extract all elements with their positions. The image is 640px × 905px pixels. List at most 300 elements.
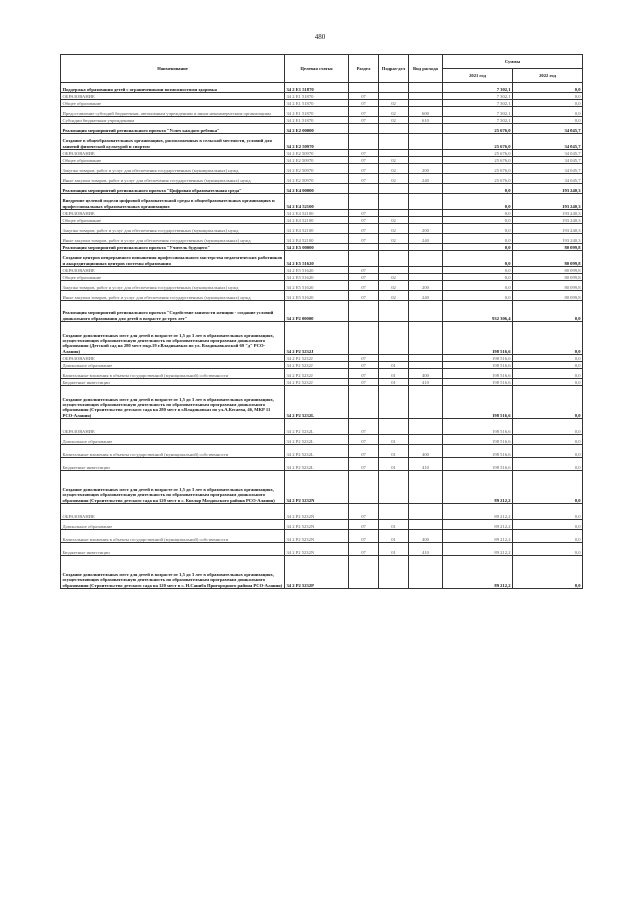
cell-expense-type: 410 <box>409 543 443 556</box>
cell-target: 34 2 E5 51620 <box>285 281 349 291</box>
cell-sum-2021: 7 302,1 <box>443 100 513 107</box>
cell-name: Капитальные вложения в объекты государственной (муниципальной) собственности <box>61 530 285 543</box>
cell-name: ОБРАЗОВАНИЕ <box>61 93 285 100</box>
table-row <box>61 301 583 322</box>
cell-name: Закупка товаров, работ и услуг для обеспечения государственных (муниципальных) нужд <box>61 281 285 291</box>
cell-section: 07 <box>349 369 379 379</box>
cell-sum-2021: 25 676,0 <box>443 157 513 164</box>
cell-section <box>349 322 379 355</box>
cell-name: Общее образование <box>61 274 285 281</box>
cell-subsection <box>379 124 409 134</box>
cell-section: 07 <box>349 458 379 471</box>
cell-expense-type: 200 <box>409 164 443 174</box>
table-row <box>61 362 583 369</box>
table-row <box>61 355 583 362</box>
cell-sum-2022: 0,0 <box>513 117 583 124</box>
cell-sum-2021: 89 212,2 <box>443 504 513 520</box>
cell-sum-2022: 0,0 <box>513 435 583 445</box>
cell-sum-2021: 0,0 <box>443 244 513 251</box>
cell-name: Реализация мероприятий регионального проекта "Содействие занятости женщин - создание условий дошкольного образования для детей в возрасте до трех лет" <box>61 301 285 322</box>
cell-name: Общее образование <box>61 157 285 164</box>
cell-subsection: 01 <box>379 520 409 530</box>
cell-sum-2021: 25 676,0 <box>443 164 513 174</box>
cell-target: 34 2 P2 5232N <box>285 543 349 556</box>
cell-expense-type: 400 <box>409 369 443 379</box>
table-row <box>61 93 583 100</box>
cell-name: ОБРАЗОВАНИЕ <box>61 267 285 274</box>
cell-subsection: 01 <box>379 362 409 369</box>
cell-subsection <box>379 355 409 362</box>
cell-sum-2021: 89 212,2 <box>443 520 513 530</box>
header-name: Наименование <box>61 55 285 83</box>
cell-target: 34 2 P2 5232J <box>285 379 349 386</box>
cell-sum-2022: 0,0 <box>513 100 583 107</box>
cell-expense-type: 600 <box>409 107 443 117</box>
cell-sum-2022: 0,0 <box>513 471 583 504</box>
cell-target: 34 2 E4 52100 <box>285 234 349 244</box>
cell-target: 34 2 E2 50970 <box>285 174 349 184</box>
cell-expense-type: 240 <box>409 291 443 301</box>
cell-section: 07 <box>349 210 379 217</box>
cell-sum-2022: 193 240,3 <box>513 224 583 234</box>
cell-name: Субсидии бюджетным учреждениям <box>61 117 285 124</box>
cell-sum-2022: 193 240,3 <box>513 210 583 217</box>
table-row <box>61 234 583 244</box>
cell-target: 34 2 E5 51620 <box>285 291 349 301</box>
cell-expense-type <box>409 419 443 435</box>
header-2022: 2022 год <box>513 69 583 83</box>
table-row <box>61 107 583 117</box>
cell-expense-type <box>409 210 443 217</box>
cell-sum-2021: 25 676,0 <box>443 134 513 150</box>
cell-sum-2021: 198 516,6 <box>443 419 513 435</box>
cell-name: Бюджетные инвестиции <box>61 379 285 386</box>
cell-sum-2021: 25 676,0 <box>443 124 513 134</box>
table-row <box>61 124 583 134</box>
table-row <box>61 174 583 184</box>
cell-section: 07 <box>349 234 379 244</box>
cell-subsection: 01 <box>379 530 409 543</box>
cell-sum-2021: 0,0 <box>443 210 513 217</box>
cell-sum-2021: 932 306,4 <box>443 301 513 322</box>
cell-section: 07 <box>349 224 379 234</box>
cell-name: ОБРАЗОВАНИЕ <box>61 355 285 362</box>
cell-subsection: 01 <box>379 435 409 445</box>
cell-section <box>349 194 379 210</box>
table-row <box>61 458 583 471</box>
cell-name: Создание центров непрерывного повышения профессионального мастерства педагогических работников и аккредитационных центров системы образования <box>61 251 285 267</box>
cell-name: ОБРАЗОВАНИЕ <box>61 210 285 217</box>
cell-target: 34 2 P2 5232L <box>285 445 349 458</box>
cell-sum-2021: 0,0 <box>443 224 513 234</box>
cell-sum-2022: 0,0 <box>513 543 583 556</box>
cell-subsection <box>379 93 409 100</box>
cell-sum-2021: 89 212,2 <box>443 543 513 556</box>
cell-expense-type <box>409 355 443 362</box>
cell-section: 07 <box>349 419 379 435</box>
cell-subsection: 02 <box>379 281 409 291</box>
table-row <box>61 543 583 556</box>
cell-sum-2021: 198 516,6 <box>443 386 513 419</box>
cell-section: 07 <box>349 93 379 100</box>
cell-section <box>349 386 379 419</box>
cell-subsection <box>379 267 409 274</box>
cell-name: ОБРАЗОВАНИЕ <box>61 150 285 157</box>
cell-section: 07 <box>349 100 379 107</box>
cell-subsection <box>379 251 409 267</box>
table-row <box>61 274 583 281</box>
cell-section: 07 <box>349 217 379 224</box>
cell-expense-type <box>409 251 443 267</box>
cell-expense-type <box>409 194 443 210</box>
cell-expense-type: 400 <box>409 445 443 458</box>
cell-sum-2021: 198 516,6 <box>443 322 513 355</box>
cell-section <box>349 244 379 251</box>
cell-target: 34 2 P2 00000 <box>285 301 349 322</box>
cell-subsection <box>379 386 409 419</box>
cell-sum-2022: 0,0 <box>513 445 583 458</box>
cell-expense-type: 240 <box>409 174 443 184</box>
cell-section: 07 <box>349 520 379 530</box>
cell-expense-type <box>409 100 443 107</box>
cell-expense-type: 610 <box>409 117 443 124</box>
cell-sum-2021: 89 212,2 <box>443 471 513 504</box>
cell-subsection: 02 <box>379 224 409 234</box>
cell-target: 34 2 E2 50970 <box>285 157 349 164</box>
cell-target: 34 2 P2 5232L <box>285 458 349 471</box>
cell-subsection: 01 <box>379 379 409 386</box>
cell-name: Закупка товаров, работ и услуг для обеспечения государственных (муниципальных) нужд <box>61 224 285 234</box>
cell-sum-2022: 193 240,3 <box>513 234 583 244</box>
cell-target: 34 2 E4 52100 <box>285 217 349 224</box>
cell-expense-type <box>409 134 443 150</box>
cell-name: Внедрение целевой модели цифровой образовательной среды в общеобразовательных организациях и профессиональных образовательных организациях <box>61 194 285 210</box>
cell-target: 34 2 P2 5232N <box>285 530 349 543</box>
cell-sum-2022: 0,0 <box>513 362 583 369</box>
cell-expense-type <box>409 93 443 100</box>
cell-expense-type <box>409 184 443 194</box>
header-2021: 2021 год <box>443 69 513 83</box>
cell-sum-2021: 7 302,1 <box>443 83 513 93</box>
cell-sum-2021: 198 516,6 <box>443 458 513 471</box>
cell-target: 34 2 E4 52100 <box>285 194 349 210</box>
cell-subsection: 02 <box>379 164 409 174</box>
table-row <box>61 224 583 234</box>
cell-expense-type: 200 <box>409 224 443 234</box>
cell-sum-2022: 0,0 <box>513 355 583 362</box>
cell-sum-2021: 7 302,1 <box>443 117 513 124</box>
cell-name: Предоставление субсидий бюджетным, автономным учреждениям и иным некоммерческим организациям <box>61 107 285 117</box>
cell-subsection: 02 <box>379 291 409 301</box>
table-row <box>61 210 583 217</box>
cell-target: 34 2 E5 51620 <box>285 251 349 267</box>
table-row <box>61 386 583 419</box>
cell-name: Дошкольное образование <box>61 520 285 530</box>
cell-section: 07 <box>349 267 379 274</box>
cell-name: ОБРАЗОВАНИЕ <box>61 504 285 520</box>
table-row <box>61 157 583 164</box>
cell-sum-2022: 193 240,3 <box>513 184 583 194</box>
table-row <box>61 267 583 274</box>
cell-sum-2021: 0,0 <box>443 184 513 194</box>
table-row <box>61 504 583 520</box>
cell-expense-type <box>409 362 443 369</box>
cell-target: 34 2 E1 51870 <box>285 117 349 124</box>
cell-subsection <box>379 134 409 150</box>
cell-section: 07 <box>349 117 379 124</box>
cell-name: Общее образование <box>61 217 285 224</box>
cell-name: Капитальные вложения в объекты государственной (муниципальной) собственности <box>61 445 285 458</box>
cell-sum-2022: 80 099,8 <box>513 281 583 291</box>
table-row <box>61 435 583 445</box>
cell-expense-type <box>409 150 443 157</box>
cell-target: 34 2 P2 5232L <box>285 435 349 445</box>
cell-target: 34 2 E1 51870 <box>285 107 349 117</box>
cell-subsection <box>379 504 409 520</box>
cell-expense-type <box>409 471 443 504</box>
cell-sum-2021: 0,0 <box>443 251 513 267</box>
table-row <box>61 164 583 174</box>
budget-table <box>60 54 583 589</box>
cell-subsection <box>379 83 409 93</box>
cell-subsection: 02 <box>379 274 409 281</box>
header-expense-type: Вид расхода <box>409 55 443 83</box>
cell-sum-2022: 0,0 <box>513 386 583 419</box>
table-row <box>61 281 583 291</box>
cell-name: Закупка товаров, работ и услуг для обеспечения государственных (муниципальных) нужд <box>61 164 285 174</box>
table-row <box>61 419 583 435</box>
cell-name: Капитальные вложения в объекты государственной (муниципальной) собственности <box>61 369 285 379</box>
cell-section: 07 <box>349 107 379 117</box>
cell-name: Общее образование <box>61 100 285 107</box>
table-row <box>61 291 583 301</box>
cell-section: 07 <box>349 543 379 556</box>
cell-target: 34 2 P2 5232J <box>285 322 349 355</box>
cell-subsection: 02 <box>379 234 409 244</box>
cell-expense-type <box>409 520 443 530</box>
cell-name: Реализация мероприятий регионального проекта "Успех каждого ребенка" <box>61 124 285 134</box>
cell-sum-2022: 0,0 <box>513 301 583 322</box>
cell-sum-2022: 34 045,7 <box>513 134 583 150</box>
cell-subsection: 02 <box>379 174 409 184</box>
cell-name: Создание дополнительных мест для детей в возрасте от 1,5 до 3 лет в образовательных организациях, осуществляющих образовательную деятельность по образовательным программам дошкольного образования (Детский сад на 280 мест мкр.19 г.Владикавказ по ул. Владикавказской 69 "д" РСО-Алания) <box>61 322 285 355</box>
cell-target: 34 2 E4 52100 <box>285 210 349 217</box>
cell-section: 07 <box>349 435 379 445</box>
cell-expense-type <box>409 124 443 134</box>
cell-sum-2022: 0,0 <box>513 322 583 355</box>
cell-subsection: 02 <box>379 117 409 124</box>
cell-sum-2021: 7 302,1 <box>443 107 513 117</box>
cell-subsection <box>379 556 409 589</box>
cell-sum-2021: 198 516,6 <box>443 435 513 445</box>
cell-expense-type <box>409 267 443 274</box>
cell-sum-2022: 0,0 <box>513 556 583 589</box>
cell-expense-type <box>409 244 443 251</box>
cell-subsection <box>379 471 409 504</box>
cell-expense-type <box>409 274 443 281</box>
table-row <box>61 244 583 251</box>
cell-section <box>349 301 379 322</box>
header-target: Целевая статья <box>285 55 349 83</box>
cell-sum-2021: 89 212,2 <box>443 530 513 543</box>
cell-sum-2022: 0,0 <box>513 520 583 530</box>
cell-subsection: 02 <box>379 107 409 117</box>
cell-section <box>349 251 379 267</box>
cell-target: 34 2 E4 52100 <box>285 224 349 234</box>
cell-expense-type: 410 <box>409 458 443 471</box>
table-row <box>61 530 583 543</box>
header-section: Раздел <box>349 55 379 83</box>
table-row <box>61 194 583 210</box>
cell-sum-2022: 34 045,7 <box>513 174 583 184</box>
cell-subsection <box>379 244 409 251</box>
cell-name: Создание дополнительных мест для детей в возрасте от 1,5 до 3 лет в образовательных организациях, осуществляющих образовательную деятельность по образовательным программам дошкольного образования (Строительство детского сада на 120 мест в с. Кизляр Моздокского района РСО-Алания) <box>61 471 285 504</box>
page-number: 480 <box>314 33 326 41</box>
cell-expense-type <box>409 386 443 419</box>
cell-section <box>349 471 379 504</box>
cell-sum-2021: 0,0 <box>443 281 513 291</box>
cell-sum-2022: 34 045,7 <box>513 157 583 164</box>
cell-section <box>349 184 379 194</box>
cell-expense-type <box>409 83 443 93</box>
cell-name: Создание дополнительных мест для детей в возрасте от 1,5 до 3 лет в образовательных организациях, осуществляющих образовательную деятельность по образовательным программам дошкольного образования (Строительство детского сада на 280 мест в г.Владикавказ по ул.А.Кесаева, 46, МКР 11 РСО-Алания) <box>61 386 285 419</box>
cell-sum-2021: 0,0 <box>443 194 513 210</box>
cell-sum-2022: 0,0 <box>513 369 583 379</box>
table-row <box>61 369 583 379</box>
cell-target: 34 2 P2 5232J <box>285 369 349 379</box>
cell-expense-type: 400 <box>409 530 443 543</box>
cell-expense-type <box>409 504 443 520</box>
cell-target: 34 2 P2 5232N <box>285 520 349 530</box>
table-row <box>61 184 583 194</box>
cell-subsection <box>379 301 409 322</box>
cell-subsection <box>379 184 409 194</box>
cell-target: 34 2 P2 5232J <box>285 362 349 369</box>
cell-subsection: 01 <box>379 445 409 458</box>
table-row <box>61 556 583 589</box>
table-row <box>61 134 583 150</box>
cell-sum-2022: 0,0 <box>513 83 583 93</box>
table-row <box>61 379 583 386</box>
cell-name: Создание в общеобразовательных организациях, расположенных в сельской местности, условий для занятий физической культурой и спортом <box>61 134 285 150</box>
table-row <box>61 520 583 530</box>
cell-sum-2021: 198 516,6 <box>443 362 513 369</box>
cell-sum-2021: 0,0 <box>443 274 513 281</box>
cell-sum-2021: 198 516,6 <box>443 355 513 362</box>
cell-section <box>349 556 379 589</box>
header-sums: Суммы <box>443 55 583 69</box>
cell-name: Дошкольное образование <box>61 362 285 369</box>
cell-section: 07 <box>349 445 379 458</box>
cell-section: 07 <box>349 174 379 184</box>
cell-section: 07 <box>349 355 379 362</box>
cell-target: 34 2 P2 5232N <box>285 471 349 504</box>
cell-section: 07 <box>349 281 379 291</box>
cell-sum-2021: 0,0 <box>443 234 513 244</box>
cell-name: Иные закупки товаров, работ и услуг для обеспечения государственных (муниципальных) нужд <box>61 291 285 301</box>
cell-subsection <box>379 419 409 435</box>
cell-target: 34 2 E4 00000 <box>285 184 349 194</box>
table-row <box>61 322 583 355</box>
cell-name: Бюджетные инвестиции <box>61 458 285 471</box>
cell-target: 34 2 E2 50970 <box>285 134 349 150</box>
cell-sum-2022: 0,0 <box>513 458 583 471</box>
cell-sum-2022: 80 099,8 <box>513 244 583 251</box>
cell-target: 34 2 P2 5232J <box>285 355 349 362</box>
cell-subsection <box>379 194 409 210</box>
cell-subsection <box>379 322 409 355</box>
table-row <box>61 150 583 157</box>
cell-sum-2022: 80 099,8 <box>513 274 583 281</box>
cell-name: ОБРАЗОВАНИЕ <box>61 419 285 435</box>
cell-sum-2022: 34 045,7 <box>513 150 583 157</box>
cell-subsection: 02 <box>379 217 409 224</box>
cell-section: 07 <box>349 291 379 301</box>
cell-expense-type: 410 <box>409 379 443 386</box>
cell-subsection: 01 <box>379 369 409 379</box>
cell-sum-2021: 89 212,2 <box>443 556 513 589</box>
cell-name: Иные закупки товаров, работ и услуг для обеспечения государственных (муниципальных) нужд <box>61 174 285 184</box>
cell-section: 07 <box>349 150 379 157</box>
cell-sum-2021: 0,0 <box>443 291 513 301</box>
cell-sum-2022: 193 240,3 <box>513 194 583 210</box>
cell-name: Бюджетные инвестиции <box>61 543 285 556</box>
cell-expense-type: 200 <box>409 281 443 291</box>
table-row <box>61 117 583 124</box>
cell-sum-2022: 0,0 <box>513 107 583 117</box>
cell-sum-2022: 80 099,8 <box>513 251 583 267</box>
cell-target: 34 2 E5 00000 <box>285 244 349 251</box>
cell-section <box>349 83 379 93</box>
cell-target: 34 2 E2 00000 <box>285 124 349 134</box>
header-subsection: Подраз-дел <box>379 55 409 83</box>
cell-section <box>349 124 379 134</box>
cell-sum-2021: 198 516,6 <box>443 369 513 379</box>
cell-expense-type <box>409 556 443 589</box>
cell-sum-2022: 80 099,8 <box>513 267 583 274</box>
cell-section: 07 <box>349 504 379 520</box>
cell-sum-2022: 193 240,3 <box>513 217 583 224</box>
cell-subsection: 02 <box>379 157 409 164</box>
cell-sum-2022: 0,0 <box>513 419 583 435</box>
cell-target: 34 2 E2 50970 <box>285 164 349 174</box>
cell-section: 07 <box>349 379 379 386</box>
cell-subsection: 01 <box>379 458 409 471</box>
cell-name: Иные закупки товаров, работ и услуг для обеспечения государственных (муниципальных) нужд <box>61 234 285 244</box>
cell-section: 07 <box>349 530 379 543</box>
cell-sum-2022: 34 045,7 <box>513 124 583 134</box>
cell-sum-2021: 25 676,0 <box>443 174 513 184</box>
cell-expense-type <box>409 435 443 445</box>
cell-target: 34 2 E2 50970 <box>285 150 349 157</box>
cell-target: 34 2 P2 5232L <box>285 419 349 435</box>
cell-sum-2021: 198 516,6 <box>443 445 513 458</box>
table-row <box>61 471 583 504</box>
cell-subsection: 01 <box>379 543 409 556</box>
cell-target: 34 2 E5 51620 <box>285 267 349 274</box>
cell-name: Дошкольное образование <box>61 435 285 445</box>
cell-expense-type <box>409 301 443 322</box>
cell-expense-type: 240 <box>409 234 443 244</box>
cell-sum-2022: 80 099,8 <box>513 291 583 301</box>
cell-section: 07 <box>349 274 379 281</box>
cell-subsection <box>379 210 409 217</box>
cell-expense-type <box>409 217 443 224</box>
cell-name: Создание дополнительных мест для детей в возрасте от 1,5 до 3 лет в образовательных организациях, осуществляющих образовательную деятельность по образовательным программам дошкольного образования (Строительство детского сада на 120 мест в с. Н.Саниба Пригородного района РСО-Алания) <box>61 556 285 589</box>
cell-target: 34 2 P2 5232N <box>285 504 349 520</box>
cell-expense-type <box>409 322 443 355</box>
cell-subsection <box>379 150 409 157</box>
